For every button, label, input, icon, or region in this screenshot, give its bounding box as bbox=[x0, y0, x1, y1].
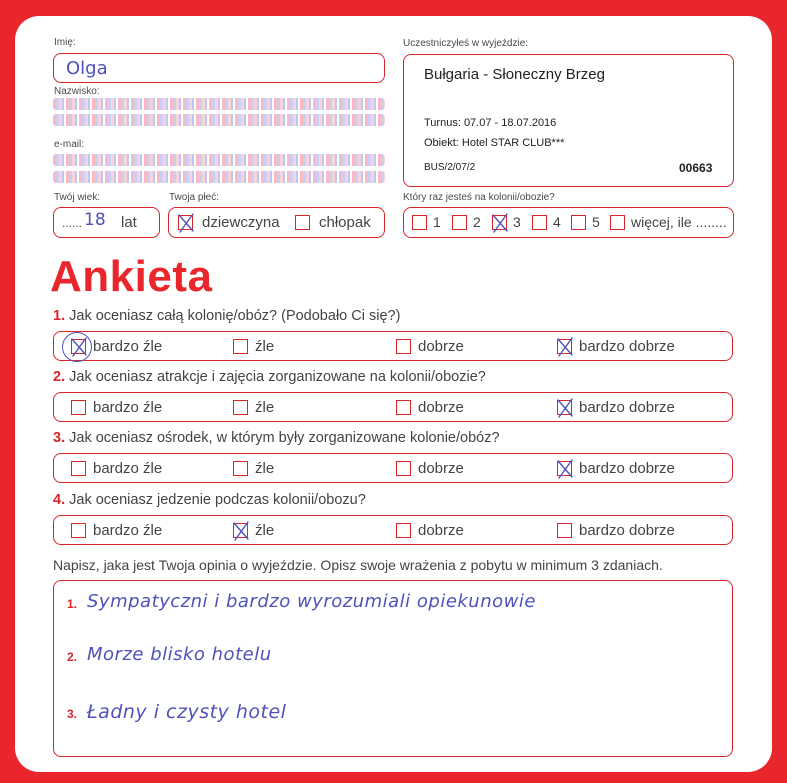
question-text: Jak oceniasz ośrodek, w którym były zorganizowane kolonie/obóz? bbox=[69, 430, 500, 446]
opinion-number-3: 3. bbox=[67, 707, 78, 721]
q2-checkbox-1[interactable] bbox=[233, 400, 248, 415]
q3-checkbox-0[interactable] bbox=[71, 461, 86, 476]
trip-info-box bbox=[403, 54, 734, 187]
question-3 bbox=[53, 430, 500, 446]
trip-obiekt: Obiekt: Hotel STAR CLUB*** bbox=[424, 137, 565, 149]
q2-checkbox-3[interactable] bbox=[557, 400, 572, 415]
which-time-checkbox-3[interactable] bbox=[532, 215, 547, 230]
gender-option-label-0: dziewczyna bbox=[202, 214, 280, 231]
which-time-option-label-1: 2 bbox=[473, 214, 481, 230]
gender-option-label-1: chłopak bbox=[319, 214, 371, 231]
q4-checkbox-1[interactable] bbox=[233, 523, 248, 538]
q1-circle-mark bbox=[62, 332, 92, 362]
which-time-checkbox-4[interactable] bbox=[571, 215, 586, 230]
surname-redacted bbox=[53, 98, 385, 110]
email-redacted bbox=[53, 154, 385, 166]
question-number: 4. bbox=[53, 492, 66, 508]
question-number: 1. bbox=[53, 308, 66, 324]
age-unit: lat bbox=[121, 214, 137, 231]
trip-turnus: Turnus: 07.07 - 18.07.2016 bbox=[424, 117, 557, 129]
age-dots: ...... bbox=[62, 216, 83, 230]
q1-checkbox-1[interactable] bbox=[233, 339, 248, 354]
trip-code: BUS/2/07/2 bbox=[424, 162, 476, 173]
q2-option-label-1: źle bbox=[255, 399, 275, 416]
opinion-prompt: Napisz, jaka jest Twoja opinia o wyjeździe. Opisz swoje wrażenia z pobytu w minimum 3 zdaniach. bbox=[53, 557, 663, 573]
q3-checkbox-3[interactable] bbox=[557, 461, 572, 476]
surname-label: Nazwisko: bbox=[54, 86, 100, 97]
page-title: Ankieta bbox=[50, 252, 213, 301]
age-label: Twój wiek: bbox=[54, 192, 101, 203]
q1-checkbox-3[interactable] bbox=[557, 339, 572, 354]
q2-option-label-2: dobrze bbox=[418, 399, 464, 416]
question-text: Jak oceniasz atrakcje i zajęcia zorganizowane na kolonii/obozie? bbox=[69, 369, 486, 385]
question-text: Jak oceniasz jedzenie podczas kolonii/obozu? bbox=[69, 492, 366, 508]
opinion-text-2: Morze blisko hotelu bbox=[87, 644, 272, 665]
q2-option-label-0: bardzo źle bbox=[93, 399, 163, 416]
q4-checkbox-2[interactable] bbox=[396, 523, 411, 538]
q4-option-label-1: źle bbox=[255, 522, 275, 539]
survey-form bbox=[15, 16, 772, 772]
which-time-option-label-2: 3 bbox=[513, 214, 521, 230]
trip-destination: Bułgaria - Słoneczny Brzeg bbox=[424, 66, 605, 83]
q4-option-label-0: bardzo źle bbox=[93, 522, 163, 539]
trip-number: 00663 bbox=[679, 161, 713, 175]
email-redacted-2 bbox=[53, 171, 385, 183]
opinion-text-3: Ładny i czysty hotel bbox=[87, 701, 287, 723]
q3-checkbox-1[interactable] bbox=[233, 461, 248, 476]
q3-option-label-2: dobrze bbox=[418, 460, 464, 477]
q2-checkbox-0[interactable] bbox=[71, 400, 86, 415]
question-2 bbox=[53, 369, 486, 385]
surname-redacted-2 bbox=[53, 114, 385, 126]
q1-option-label-3: bardzo dobrze bbox=[579, 338, 675, 355]
question-text: Jak oceniasz całą kolonię/obóz? (Podobało Ci się?) bbox=[69, 308, 401, 324]
which-time-option-label-4: 5 bbox=[592, 214, 600, 230]
gender-checkbox-0[interactable] bbox=[178, 215, 193, 230]
gender-checkbox-1[interactable] bbox=[295, 215, 310, 230]
question-4 bbox=[53, 492, 366, 508]
q1-option-label-2: dobrze bbox=[418, 338, 464, 355]
which-time-checkbox-1[interactable] bbox=[452, 215, 467, 230]
email-label: e-mail: bbox=[54, 139, 85, 150]
q3-checkbox-2[interactable] bbox=[396, 461, 411, 476]
q2-checkbox-2[interactable] bbox=[396, 400, 411, 415]
which-time-checkbox-2[interactable] bbox=[492, 215, 507, 230]
q3-option-label-0: bardzo źle bbox=[93, 460, 163, 477]
age-value: 18 bbox=[84, 210, 106, 230]
q1-option-label-1: źle bbox=[255, 338, 275, 355]
participated-label: Uczestniczyłeś w wyjeździe: bbox=[403, 38, 529, 49]
q3-option-label-1: źle bbox=[255, 460, 275, 477]
which-time-label: Który raz jesteś na kolonii/obozie? bbox=[403, 192, 555, 203]
q4-option-label-3: bardzo dobrze bbox=[579, 522, 675, 539]
which-time-checkbox-0[interactable] bbox=[412, 215, 427, 230]
q1-checkbox-2[interactable] bbox=[396, 339, 411, 354]
q4-checkbox-3[interactable] bbox=[557, 523, 572, 538]
question-number: 2. bbox=[53, 369, 66, 385]
opinion-number-2: 2. bbox=[67, 650, 78, 664]
q4-checkbox-0[interactable] bbox=[71, 523, 86, 538]
q2-option-label-3: bardzo dobrze bbox=[579, 399, 675, 416]
question-number: 3. bbox=[53, 430, 66, 446]
q4-option-label-2: dobrze bbox=[418, 522, 464, 539]
which-time-option-label-5: więcej, ile ........ bbox=[631, 214, 727, 230]
q1-option-label-0: bardzo źle bbox=[93, 338, 163, 355]
question-1 bbox=[53, 308, 400, 324]
opinion-text-1: Sympatyczni i bardzo wyrozumiali opiekunowie bbox=[87, 591, 536, 612]
which-time-checkbox-5[interactable] bbox=[610, 215, 625, 230]
gender-options bbox=[168, 207, 385, 238]
which-time-options bbox=[403, 207, 734, 238]
which-time-option-label-0: 1 bbox=[433, 214, 441, 230]
name-label: Imię: bbox=[54, 37, 76, 48]
age-field[interactable] bbox=[53, 207, 160, 238]
which-time-option-label-3: 4 bbox=[553, 214, 561, 230]
q3-option-label-3: bardzo dobrze bbox=[579, 460, 675, 477]
name-value: Olga bbox=[66, 58, 108, 79]
name-field[interactable] bbox=[53, 53, 385, 83]
gender-label: Twoja płeć: bbox=[169, 192, 220, 203]
opinion-number-1: 1. bbox=[67, 597, 78, 611]
